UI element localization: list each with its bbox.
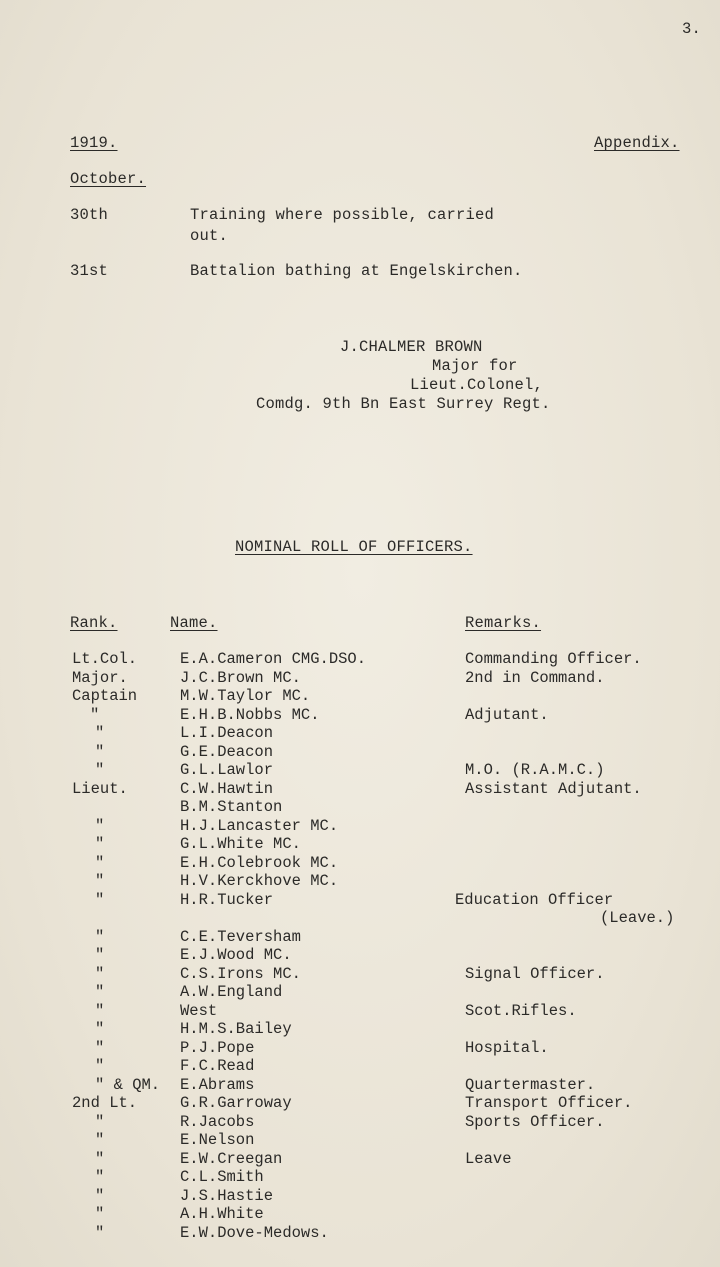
table-row — [0, 1113, 720, 1132]
rank-cell: " — [95, 1186, 105, 1205]
table-row — [0, 1020, 720, 1039]
rank-cell: Major. — [72, 668, 128, 687]
remarks-cell: M.O. (R.A.M.C.) — [465, 761, 605, 779]
remarks-cell: 2nd in Command. — [465, 668, 605, 687]
diary-entry: Training where possible, carried — [190, 206, 495, 224]
rank-cell: " — [95, 1057, 105, 1075]
diary-date: 31st — [70, 262, 109, 280]
column-header-name: Name. — [170, 614, 218, 632]
name-cell: P.J.Pope — [180, 1038, 255, 1057]
name-cell: C.L.Smith — [180, 1168, 264, 1186]
table-row — [0, 1205, 720, 1224]
rank-cell: " — [95, 1038, 105, 1057]
rank-cell: " — [95, 724, 105, 742]
remarks-cell: Signal Officer. — [465, 964, 605, 983]
rank-cell: Lt.Col. — [72, 650, 138, 668]
table-row — [0, 817, 720, 836]
name-cell: G.E.Deacon — [180, 742, 274, 761]
table-row — [0, 1150, 720, 1169]
name-cell: West — [180, 1001, 218, 1020]
remarks-cell: Scot.Rifles. — [465, 1001, 577, 1020]
remarks-cell: Commanding Officer. — [465, 650, 642, 668]
column-header-remarks: Remarks. — [465, 614, 542, 632]
table-row — [0, 1168, 720, 1187]
name-cell: M.W.Taylor MC. — [180, 687, 311, 705]
table-row — [0, 761, 720, 780]
roll-title: NOMINAL ROLL OF OFFICERS. — [235, 538, 473, 556]
rank-cell: " — [95, 872, 105, 890]
signature-name: J.CHALMER BROWN — [340, 338, 483, 356]
rank-cell: " — [95, 1149, 105, 1168]
appendix-heading: Appendix. — [594, 134, 680, 152]
rank-cell: " & QM. — [95, 1075, 161, 1094]
name-cell: F.C.Read — [180, 1057, 255, 1075]
table-row — [0, 669, 720, 688]
rank-cell: " — [95, 890, 105, 909]
name-cell: E.J.Wood MC. — [180, 946, 292, 964]
table-row — [0, 1039, 720, 1058]
name-cell: E.A.Cameron CMG.DSO. — [180, 650, 367, 668]
name-cell: J.S.Hastie — [180, 1186, 274, 1205]
name-cell: E.H.Colebrook MC. — [180, 853, 339, 872]
table-row-continuation — [0, 909, 720, 928]
rank-cell: " — [95, 927, 105, 946]
table-row — [0, 1076, 720, 1095]
rank-cell: Lieut. — [72, 779, 128, 798]
table-row — [0, 1057, 720, 1076]
name-cell: E.W.Dove-Medows. — [180, 1223, 329, 1242]
table-row — [0, 1094, 720, 1113]
name-cell: L.I.Deacon — [180, 724, 274, 742]
rank-cell: " — [95, 1223, 105, 1242]
signature-rank: Major for — [432, 357, 518, 375]
table-row — [0, 1187, 720, 1206]
table-row — [0, 946, 720, 965]
remarks-cell: Adjutant. — [465, 705, 549, 724]
rank-cell: " — [95, 1112, 105, 1131]
name-cell: E.Nelson — [180, 1131, 255, 1149]
diary-entry: Battalion bathing at Engelskirchen. — [190, 262, 523, 280]
officer-roll-table — [0, 650, 720, 1242]
name-cell: E.H.B.Nobbs MC. — [180, 705, 320, 724]
name-cell: H.V.Kerckhove MC. — [180, 872, 339, 890]
remarks-cell: Assistant Adjutant. — [465, 779, 642, 798]
remarks-cell-continued: (Leave.) — [600, 909, 675, 927]
name-cell: C.S.Irons MC. — [180, 964, 301, 983]
table-row — [0, 1002, 720, 1021]
table-row — [0, 854, 720, 873]
table-row — [0, 965, 720, 984]
name-cell: G.L.White MC. — [180, 835, 301, 853]
rank-cell: " — [90, 705, 100, 724]
table-row — [0, 835, 720, 854]
table-row — [0, 1224, 720, 1243]
diary-entry-continued: out. — [190, 227, 229, 245]
remarks-cell: Sports Officer. — [465, 1112, 605, 1131]
remarks-cell: Hospital. — [465, 1038, 549, 1057]
rank-cell: " — [95, 816, 105, 835]
page-number: 3. — [682, 20, 702, 38]
rank-cell: " — [95, 1168, 105, 1186]
table-row — [0, 1131, 720, 1150]
signature-unit: Comdg. 9th Bn East Surrey Regt. — [256, 395, 551, 413]
remarks-cell: Quartermaster. — [465, 1075, 596, 1094]
name-cell: H.M.S.Bailey — [180, 1020, 292, 1038]
table-row — [0, 928, 720, 947]
rank-cell: " — [95, 1001, 105, 1020]
name-cell: G.R.Garroway — [180, 1094, 292, 1112]
name-cell: A.H.White — [180, 1205, 264, 1223]
rank-cell: 2nd Lt. — [72, 1094, 138, 1112]
table-row — [0, 650, 720, 669]
rank-cell: " — [95, 983, 105, 1001]
column-header-rank: Rank. — [70, 614, 118, 632]
rank-cell: " — [95, 761, 105, 779]
table-row — [0, 983, 720, 1002]
name-cell: C.W.Hawtin — [180, 779, 274, 798]
rank-cell: " — [95, 1131, 105, 1149]
table-row — [0, 891, 720, 910]
table-row — [0, 687, 720, 706]
rank-cell: " — [95, 853, 105, 872]
name-cell: C.E.Teversham — [180, 927, 301, 946]
name-cell: A.W.England — [180, 983, 283, 1001]
name-cell: B.M.Stanton — [180, 798, 283, 816]
remarks-cell: Transport Officer. — [465, 1094, 633, 1112]
name-cell: H.R.Tucker — [180, 890, 274, 909]
month-heading: October. — [70, 170, 147, 188]
rank-cell: " — [95, 742, 105, 761]
name-cell: E.W.Creegan — [180, 1149, 283, 1168]
table-row — [0, 743, 720, 762]
rank-cell: " — [95, 1020, 105, 1038]
diary-date: 30th — [70, 206, 109, 224]
name-cell: E.Abrams — [180, 1075, 255, 1094]
name-cell: J.C.Brown MC. — [180, 668, 301, 687]
rank-cell: " — [95, 964, 105, 983]
remarks-cell: Leave — [465, 1149, 512, 1168]
name-cell: H.J.Lancaster MC. — [180, 816, 339, 835]
year-heading: 1919. — [70, 134, 118, 152]
name-cell: G.L.Lawlor — [180, 761, 274, 779]
name-cell: R.Jacobs — [180, 1112, 255, 1131]
table-row — [0, 724, 720, 743]
rank-cell: " — [95, 946, 105, 964]
remarks-cell: Education Officer — [455, 890, 614, 909]
rank-cell: " — [95, 1205, 105, 1223]
table-row — [0, 798, 720, 817]
table-row — [0, 706, 720, 725]
signature-for-rank: Lieut.Colonel, — [410, 376, 544, 394]
table-row — [0, 872, 720, 891]
rank-cell: " — [95, 835, 105, 853]
table-row — [0, 780, 720, 799]
rank-cell: Captain — [72, 687, 138, 705]
